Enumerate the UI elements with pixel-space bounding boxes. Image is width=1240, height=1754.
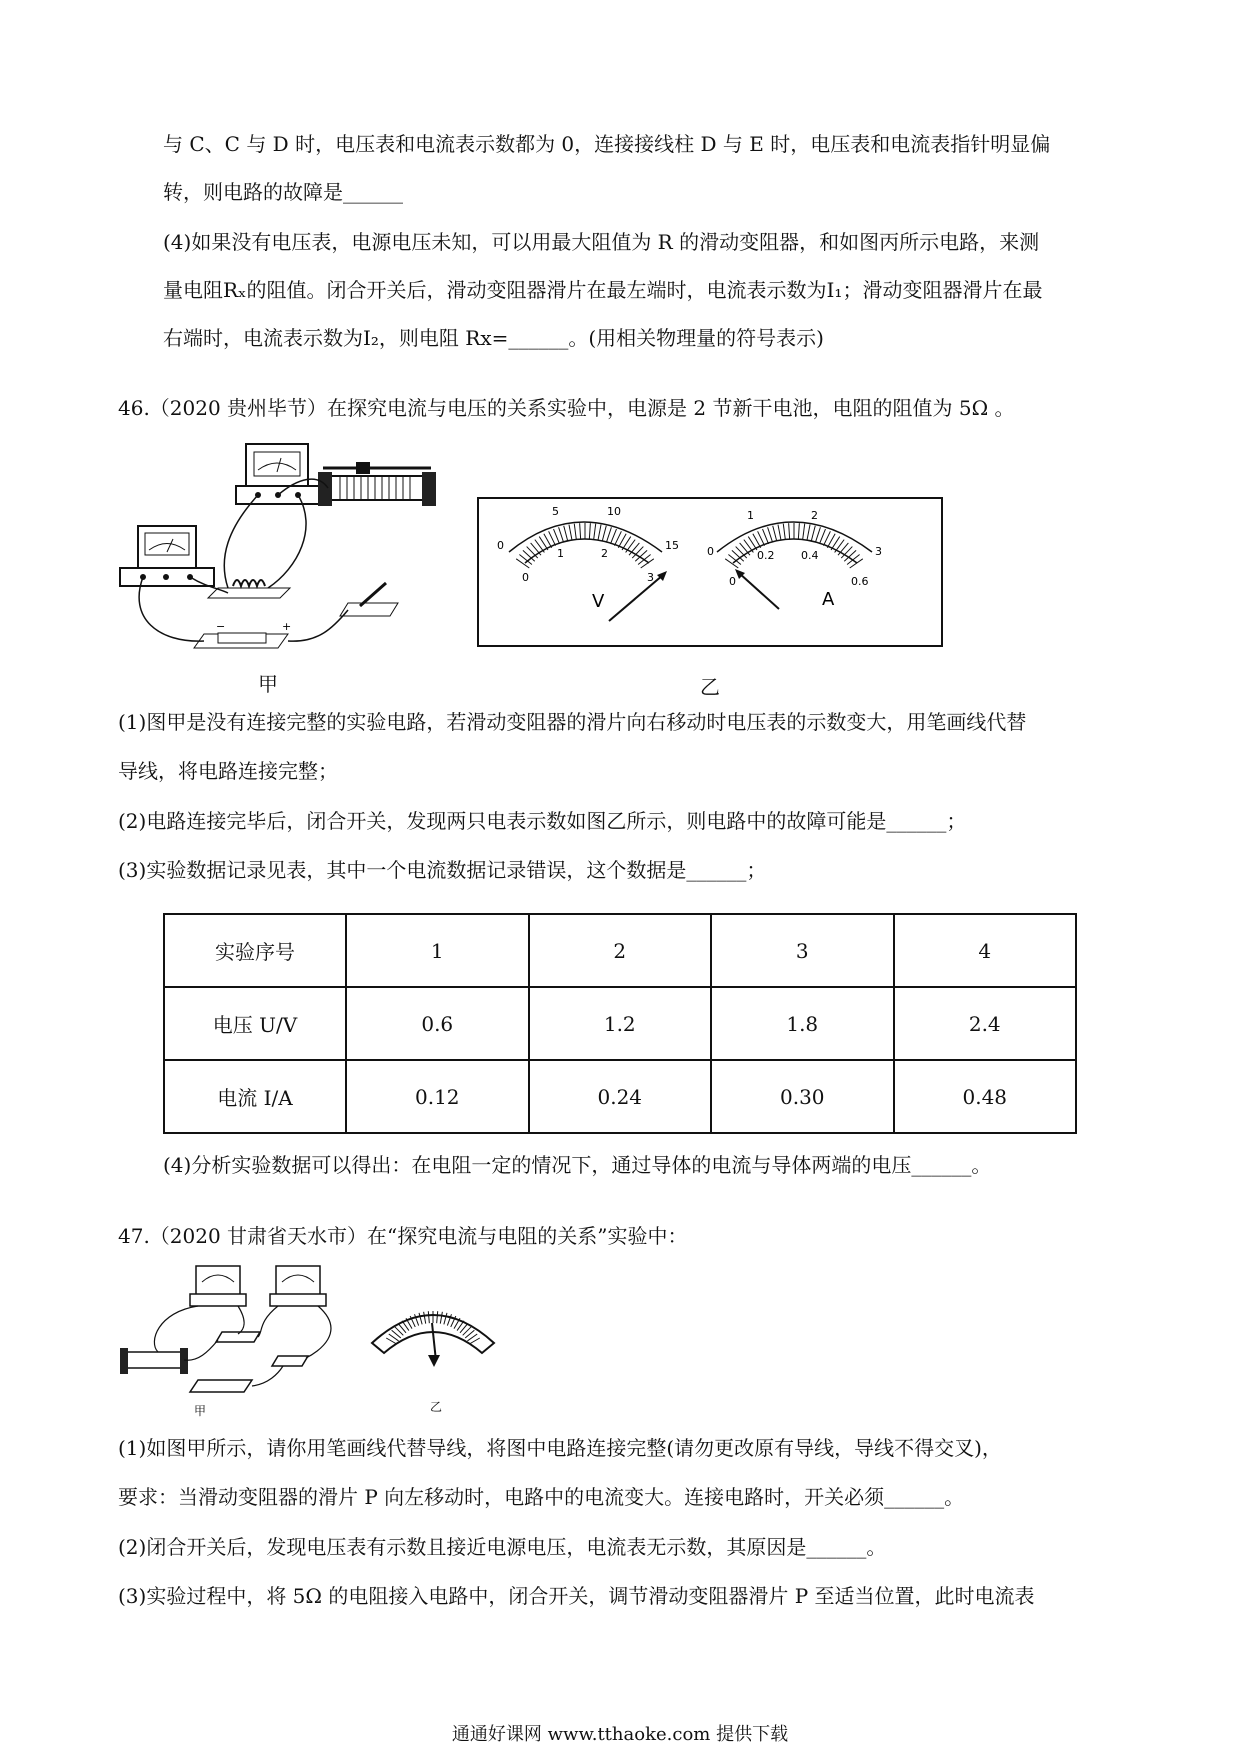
table-cell: 1 [346,914,529,987]
q47-part1-cont: 要求：当滑动变阻器的滑片 P 向左移动时，电路中的电流变大。连接电路时，开关必须______。 [118,1485,965,1509]
table-cell: 实验序号 [164,914,346,987]
tick-label: 15 [665,539,679,552]
meter-figure-yi-47 [366,1295,500,1377]
text-line: 右端时，电流表示数为I₂，则电阻 Rx=______。(用相关物理量的符号表示) [163,326,824,350]
battery-drawing [194,620,291,648]
tick-label: 2 [811,509,818,522]
data-table [163,913,1077,1134]
table-cell: 0.6 [346,987,529,1060]
q46-part1-cont: 导线，将电路连接完整； [118,759,338,783]
table-cell: 1.2 [529,987,712,1060]
question-46-stem: 46.（2020 贵州毕节）在探究电流与电压的关系实验中，电源是 2 节新干电池，电阻的阻值为 5Ω 。 [118,396,1015,420]
table-cell: 0.12 [346,1060,529,1133]
svg-text:+: + [282,620,292,633]
table-cell: 0.48 [894,1060,1077,1133]
switch-drawing [340,583,398,616]
resistor-drawing [208,580,290,598]
figure-jia-label: 甲 [258,672,278,696]
q47-part2: (2)闭合开关后，发现电压表有示数且接近电源电压，电流表无示数，其原因是______。 [118,1535,887,1559]
table-cell: 1.8 [711,987,894,1060]
page-footer: 通通好课网 www.tthaoke.com 提供下载 [451,1724,789,1745]
table-cell: 电压 U/V [164,987,346,1060]
table-cell: 2 [529,914,712,987]
text-line: (4)如果没有电压表，电源电压未知，可以用最大阻值为 R 的滑动变阻器，和如图丙所示电路，来测 [163,230,1040,254]
ammeter-letter: A [822,589,835,610]
q46-part2: (2)电路连接完毕后，闭合开关，发现两只电表示数如图乙所示，则电路中的故障可能是______； [118,809,967,833]
table-row [164,987,1076,1060]
tick-label: 0 [497,539,504,552]
text-line: 转，则电路的故障是______ [163,180,403,204]
meter-figure-yi [477,497,943,647]
tick-label: 0.2 [757,549,775,562]
tick-label: 2 [601,547,608,560]
voltmeter-letter: V [592,591,605,612]
q46-part4: (4)分析实验数据可以得出：在电阻一定的情况下，通过导体的电流与导体两端的电压______。 [163,1153,992,1177]
table-cell: 3 [711,914,894,987]
circuit-figure-jia-47 [118,1262,338,1414]
tick-label: 3 [647,571,654,584]
text-line: 量电阻Rₓ的阻值。闭合开关后，滑动变阻器滑片在最左端时，电流表示数为I₁；滑动变阻器滑片在最 [163,278,1043,302]
svg-text:−: − [216,620,226,633]
q46-part1: (1)图甲是没有连接完整的实验电路，若滑动变阻器的滑片向右移动时电压表的示数变大，用笔画线代替 [118,710,1027,734]
tick-label: 0.6 [851,575,869,588]
q47-part1: (1)如图甲所示，请你用笔画线代替导线，将图中电路连接完整(请勿更改原有导线，导线不得交叉)， [118,1436,1002,1460]
q46-part3: (3)实验数据记录见表，其中一个电流数据记录错误，这个数据是______； [118,858,767,882]
figure-yi-label-47: 乙 [430,1400,443,1414]
tick-label: 3 [875,545,882,558]
tick-label: 0 [707,545,714,558]
circuit-figure-jia [118,438,458,668]
table-cell: 2.4 [894,987,1077,1060]
tick-label: 0.4 [801,549,819,562]
figure-yi-label: 乙 [700,675,720,699]
table-cell: 电流 I/A [164,1060,346,1133]
tick-label: 1 [747,509,754,522]
tick-label: 1 [557,547,564,560]
ammeter-drawing [120,526,214,586]
tick-label: 0 [729,575,736,588]
figure-jia-label-47: 甲 [194,1404,207,1418]
tick-label: 10 [607,505,621,518]
tick-label: 0 [522,571,529,584]
text-line: 与 C、C 与 D 时，电压表和电流表示数都为 0，连接接线柱 D 与 E 时，电压表和电流表指针明显偏 [163,132,1051,156]
table-row [164,1060,1076,1133]
q47-part3: (3)实验过程中，将 5Ω 的电阻接入电路中，闭合开关，调节滑动变阻器滑片 P 至适当位置，此时电流表 [118,1584,1035,1608]
table-cell: 0.24 [529,1060,712,1133]
question-47-stem: 47.（2020 甘肃省天水市）在“探究电流与电阻的关系”实验中： [118,1224,688,1248]
tick-label: 5 [552,505,559,518]
table-cell: 0.30 [711,1060,894,1133]
table-row [164,914,1076,987]
rheostat-drawing [318,462,436,506]
table-cell: 4 [894,914,1077,987]
